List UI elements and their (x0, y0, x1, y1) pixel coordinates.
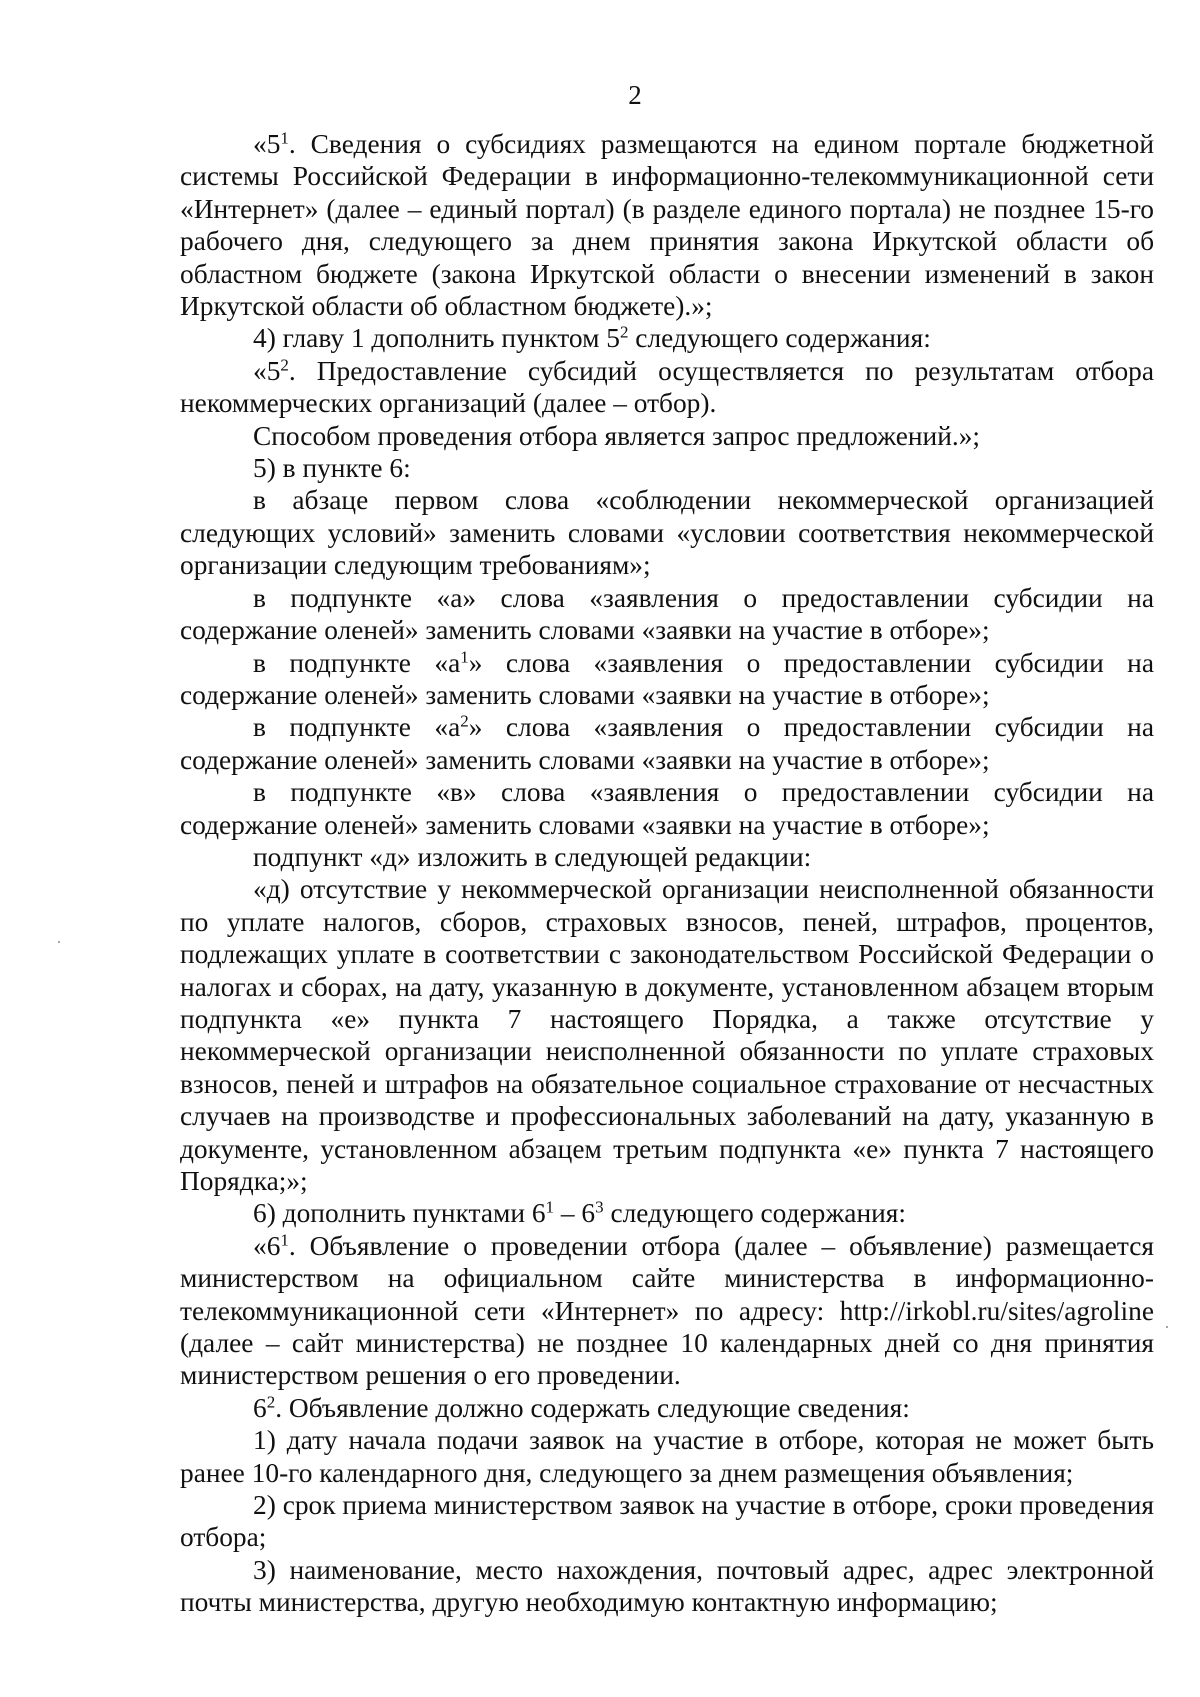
paragraph (180, 873, 1154, 1197)
page-number: 2 (628, 80, 642, 110)
paragraph (180, 420, 1154, 452)
paragraph-text: в подпункте «в» слова «заявления о предоставлении субсидии на содержание оленей» заменить словами «заявки на участие в отборе»; (180, 777, 1154, 840)
paragraph (180, 1424, 1154, 1489)
paragraph-text: «д) отсутствие у некоммерческой организации неисполненной обязанности по уплате налогов, сборов, страховых взносов, пеней, штрафов, процентов, подлежащих уплате в соответствии с законодательством Российской Федерации о налогах и сборах, на дату, указанную в документе, установленном абзацем вторым подпункта «е» пункта 7 настоящего Порядка, а также отсутствие у некоммерческой организации неисполненной обязанности по уплате страховых взносов, пеней и штрафов на обязательное социальное страхование от несчастных случаев на производстве и профессиональных заболеваний на дату, указанную в документе, установленном абзацем третьим подпункта «е» пункта 7 настоящего Порядка;»; (180, 874, 1154, 1196)
paragraph-text: в абзаце первом слова «соблюдении некоммерческой организацией следующих условий» заменить словами «условии соответствия некоммерческой организации следующим требованиям»; (180, 485, 1154, 581)
paragraph (180, 1197, 1154, 1229)
superscript-index: 1 (545, 1198, 555, 1218)
superscript-index: 1 (280, 128, 289, 148)
scan-speck (58, 941, 60, 943)
paragraph (180, 1392, 1154, 1424)
paragraph-text: 4) главу 1 дополнить пунктом 5 (253, 323, 620, 354)
document-body (180, 128, 1154, 1619)
superscript-index: 2 (280, 355, 289, 375)
paragraph-text: следующего содержания: (628, 323, 931, 354)
paragraph-text: в подпункте «а (253, 712, 461, 743)
paragraph (180, 128, 1154, 322)
superscript-index: 2 (266, 1392, 276, 1412)
paragraph-text: 6) дополнить пунктами 6 (253, 1198, 546, 1229)
superscript-index: 1 (460, 647, 469, 667)
paragraph-text: . Сведения о субсидиях размещаются на едином портале бюджетной системы Российской Федерации в информационно-телекоммуникационной сети «Интернет» (далее – единый портал) (в разделе единого портала) не позднее 15-го рабочего дня, следующего за днем принятия закона Иркутской области об областном бюджете (закона Иркутской области о внесении изменений в закон Иркутской области об областном бюджете).»; (180, 129, 1154, 322)
scan-speck (1166, 1326, 1168, 1328)
paragraph (180, 484, 1154, 581)
paragraph-text: » слова «заявления о предоставлении субсидии на содержание оленей» заменить словами «заявки на участие в отборе»; (180, 647, 1154, 710)
paragraph-text: . Предоставление субсидий осуществляется по результатам отбора некоммерческих организаций (далее – отбор). (180, 355, 1154, 419)
paragraph-text: 6 (253, 1392, 267, 1423)
paragraph (180, 647, 1154, 712)
paragraph (180, 1230, 1154, 1392)
superscript-index: 2 (460, 711, 469, 731)
paragraph (180, 711, 1154, 776)
paragraph-text: 2) срок приема министерством заявок на участие в отборе, сроки проведения отбора; (180, 1490, 1154, 1553)
paragraph-text: «5 (253, 129, 281, 159)
paragraph-text: » слова «заявления о предоставлении субсидии на содержание оленей» заменить словами «заявки на участие в отборе»; (180, 712, 1154, 775)
paragraph-text: 1) дату начала подачи заявок на участие в отборе, которая не может быть ранее 10-го календарного дня, следующего за днем размещения объявления; (180, 1425, 1154, 1488)
paragraph-text: . Объявление должно содержать следующие сведения: (275, 1392, 910, 1423)
superscript-index: 3 (595, 1198, 604, 1218)
paragraph (180, 776, 1154, 841)
paragraph-text: подпункт «д» изложить в следующей редакции: (253, 841, 812, 872)
superscript-index: 2 (619, 323, 629, 343)
paragraph (180, 355, 1154, 420)
paragraph-text: 3) наименование, место нахождения, почтовый адрес, адрес электронной почты министерства, другую необходимую контактную информацию; (180, 1554, 1154, 1618)
paragraph (180, 1489, 1154, 1554)
paragraph (180, 322, 1154, 354)
paragraph-text: . Объявление о проведении отбора (далее – объявление) размещается министерством на официальном сайте министерства в информационно-телекоммуникационной сети «Интернет» по адресу: http://irkobl.ru/sites/agroline (далее – сайт министерства) не позднее 10 календарных дней со дня принятия министерством решения о его проведении. (180, 1230, 1154, 1391)
paragraph (180, 841, 1154, 873)
paragraph-text: – 6 (554, 1198, 596, 1229)
superscript-index: 1 (280, 1230, 289, 1250)
paragraph-text: 5) в пункте 6: (253, 453, 411, 484)
paragraph-text: следующего содержания: (603, 1198, 906, 1229)
paragraph (180, 452, 1154, 484)
paragraph-text: в подпункте «а (253, 647, 461, 678)
paragraph (180, 582, 1154, 647)
paragraph-text: «6 (253, 1230, 281, 1261)
paragraph-text: Способом проведения отбора является запрос предложений.»; (253, 420, 981, 451)
paragraph-text: «5 (253, 355, 281, 386)
paragraph (180, 1554, 1154, 1619)
paragraph-text: в подпункте «а» слова «заявления о предоставлении субсидии на содержание оленей» заменить словами «заявки на участие в отборе»; (180, 582, 1154, 646)
